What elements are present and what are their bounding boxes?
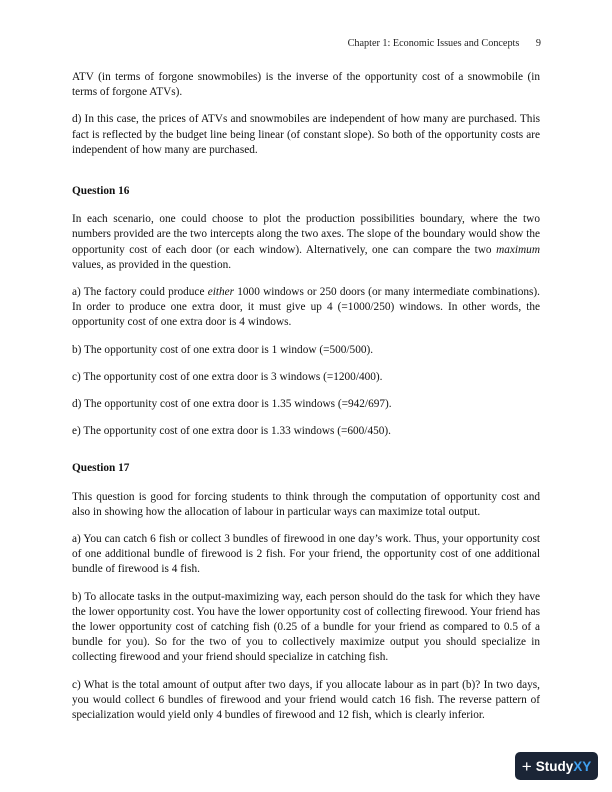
studyxy-badge[interactable] — [515, 752, 598, 780]
brand-accent: XY — [573, 758, 592, 774]
answer-b: b) To allocate tasks in the output-maximizing way, each person should do the task for which they have the lower opportunity cost. You have the lower opportunity cost of collecting firewood. Your friend has the lower opportunity cost of catching fish (0.25 of a bundle for your friend as compared to 0.5 of a bundle for you). So for the two of you to collectively maximize output you should specialize in collecting firewood and your friend should specialize in catching fish. — [72, 590, 540, 664]
body-text — [72, 70, 540, 735]
paragraph: In each scenario, one could choose to plot the production possibilities boundary, where the two numbers provided are the two intercepts along the two axes. The slope of the boundary would show the opportunity cost of each door (or each window). Alternatively, one can compare the two maximum values, as provided in the question. — [72, 213, 540, 271]
paragraph: d) In this case, the prices of ATVs and snowmobiles are independent of how many are purchased. This fact is reflected by the budget line being linear (of constant slope). So both of the opportunity costs are independent of how many are purchased. — [72, 113, 540, 156]
running-header — [348, 38, 541, 49]
paragraph: This question is good for forcing students to think through the computation of opportunity cost and also in showing how the allocation of labour in particular ways can maximize total output. — [72, 490, 540, 518]
brand-main: Study — [535, 758, 574, 774]
chapter-title: Chapter 1: Economic Issues and Concepts — [347, 38, 520, 49]
answer-a: a) You can catch 6 fish or collect 3 bundles of firewood in one day’s work. Thus, your opportunity cost of one additional bundle of firewood is 2 fish. For your friend, the opportunity cost of one additional bundle of firewood is 4 fish. — [72, 533, 540, 576]
answer-b: b) The opportunity cost of one extra door is 1 window (=500/500). — [72, 343, 374, 356]
emphasis: either — [207, 286, 235, 299]
answer-e: e) The opportunity cost of one extra door is 1.33 windows (=600/450). — [72, 425, 391, 438]
question-16-heading: Question 16 — [72, 185, 130, 198]
page-number: 9 — [535, 38, 541, 49]
emphasis: maximum — [496, 243, 540, 256]
question-17-heading: Question 17 — [72, 462, 130, 475]
answer-c: c) The opportunity cost of one extra door is 3 windows (=1200/400). — [72, 370, 383, 383]
answer-a: a) The factory could produce either 1000 windows or 250 doors (or many intermediate combinations). In order to produce one extra door, it must give up 4 (=1000/250) windows. In other words, the opportunity cost of one extra door is 4 windows. — [72, 286, 541, 329]
answer-c: c) What is the total amount of output after two days, if you allocate labour as in part (b)? In two days, you would collect 6 bundles of firewood and your friend would catch 16 fish. The reverse pattern of specialization would yield only 4 bundles of firewood and 12 fish, which is clearly inferior. — [72, 678, 540, 722]
paragraph: ATV (in terms of forgone snowmobiles) is the inverse of the opportunity cost of a snowmobile (in terms of forgone ATVs). — [72, 71, 540, 99]
answer-d: d) The opportunity cost of one extra door is 1.35 windows (=942/697). — [72, 398, 392, 411]
plus-icon: + — [521, 756, 532, 776]
